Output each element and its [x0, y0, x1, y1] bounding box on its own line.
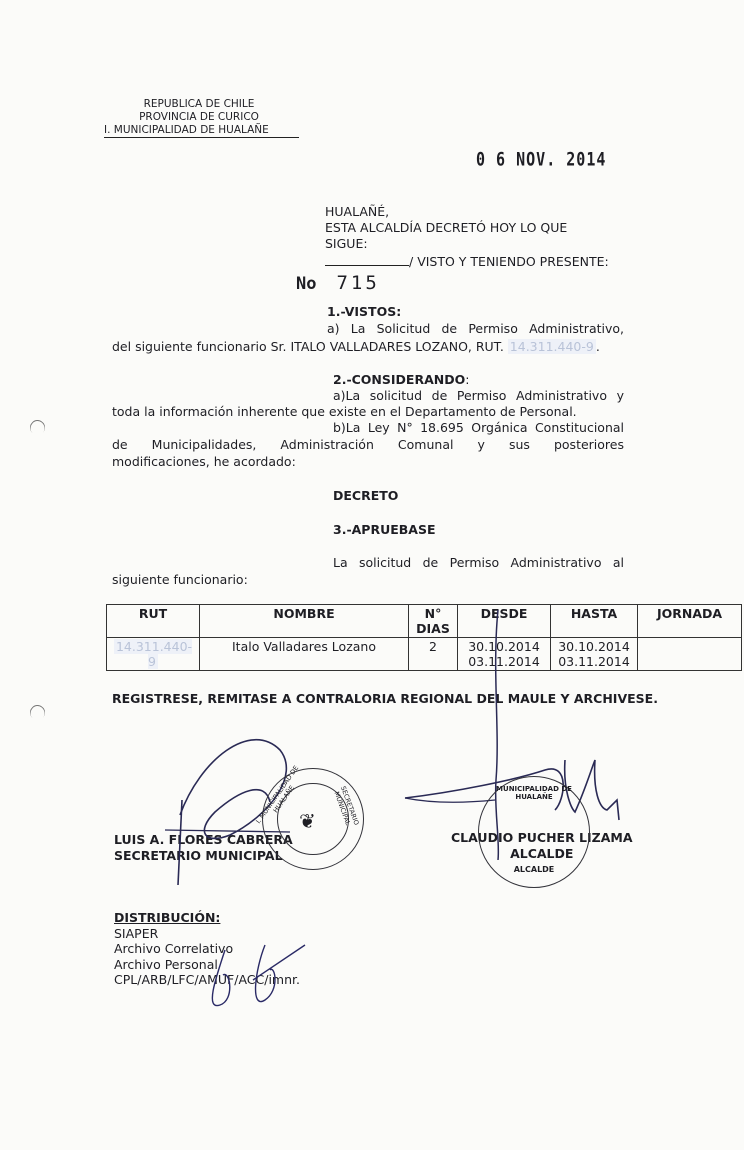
eagle-emblem-icon: ❦	[299, 809, 316, 833]
left-signatory-name: LUIS A. FLORES CABRERA	[114, 832, 293, 847]
intro-line-2: ESTA ALCALDÍA DECRETÓ HOY LO QUE	[325, 220, 568, 235]
registrese-line: REGISTRESE, REMITASE A CONTRALORIA REGIONAL DEL MAULE Y ARCHIVESE.	[112, 691, 658, 706]
redacted-rut: 14.311.440-9	[509, 339, 594, 354]
considerando-title: 2.-CONSIDERANDO:	[333, 372, 470, 387]
header-rut: RUT	[107, 605, 200, 638]
cell-desde: 30.10.2014 03.11.2014	[458, 638, 551, 671]
cell-rut: 14.311.440-9	[107, 638, 200, 671]
cell-dias: 2	[409, 638, 458, 671]
blank-line	[325, 255, 409, 266]
letterhead-line-1: REPUBLICA DE CHILE	[143, 98, 255, 110]
punch-hole-mark-bottom	[27, 702, 48, 723]
stamp-inner-text: SECRETARIO MUNICIPAL	[332, 785, 361, 827]
stamp-outer-text: I. MUNICIPALIDAD DE HUALAÑE	[254, 764, 301, 826]
table-row	[107, 638, 742, 671]
considerando-b-line-2: de Municipalidades, Administración Comunal y sus posteriores	[112, 437, 624, 452]
right-signatory-name: CLAUDIO PUCHER LIZAMA	[451, 830, 633, 845]
intro-line-1: HUALAÑÉ,	[325, 204, 390, 219]
vistos-a-line-1: a) La Solicitud de Permiso Administrativo,	[327, 321, 624, 336]
letterhead	[104, 98, 294, 138]
apruebase-line-1: La solicitud de Permiso Administrativo al	[333, 555, 624, 570]
apruebase-title: 3.-APRUEBASE	[333, 522, 436, 537]
apruebase-line-2: siguiente funcionario:	[112, 572, 248, 587]
header-dias: N° DIAS	[409, 605, 458, 638]
intro-block	[325, 204, 567, 252]
cell-jornada	[638, 638, 742, 671]
considerando-b-line-3: modificaciones, he acordado:	[112, 454, 296, 469]
vistos-a-text: del siguiente funcionario Sr. ITALO VALLADARES LOZANO, RUT.	[112, 339, 504, 354]
alcalde-stamp-inner-text: ALCALDE	[513, 865, 555, 874]
decree-number	[296, 272, 380, 294]
cell-nombre: Italo Valladares Lozano	[200, 638, 409, 671]
cell-hasta: 30.10.2014 03.11.2014	[551, 638, 638, 671]
considerando-a-line-1: a)La solicitud de Permiso Administrativo y	[333, 388, 624, 403]
letterhead-line-3: I. MUNICIPALIDAD DE HUALAÑE	[104, 124, 299, 138]
secretario-stamp	[254, 764, 364, 870]
decree-value: 715	[336, 272, 380, 294]
considerando-b-line-1: b)La Ley N° 18.695 Orgánica Constitucional	[333, 420, 624, 435]
vistos-title: 1.-VISTOS:	[327, 304, 402, 319]
distribucion-title: DISTRIBUCIÓN:	[114, 910, 221, 925]
initials-scribble	[195, 940, 315, 1020]
header-jornada: JORNADA	[638, 605, 742, 638]
permiso-table	[106, 604, 742, 671]
alcalde-stamp	[478, 776, 590, 888]
header-desde: DESDE	[458, 605, 551, 638]
alcalde-stamp-outer-text: MUNICIPALIDAD DE HUALAÑE	[496, 785, 572, 801]
punch-hole-mark-top	[27, 417, 48, 438]
date-stamp: 0 6 NOV. 2014	[476, 147, 607, 171]
distribucion-item-1: SIAPER	[114, 925, 159, 941]
distribucion-item-2: Archivo Correlativo	[114, 941, 234, 956]
distribucion-item-4: CPL/ARB/LFC/AMUF/ACC/imnr.	[114, 972, 300, 987]
visto-text: VISTO Y TENIENDO PRESENTE:	[417, 254, 609, 269]
intro-line-3: SIGUE:	[325, 236, 368, 251]
distribucion-item-3: Archivo Personal	[114, 956, 218, 972]
right-signatory-title: ALCALDE	[510, 846, 574, 861]
letterhead-line-2: PROVINCIA DE CURICO	[139, 111, 259, 123]
visto-line: / VISTO Y TENIENDO PRESENTE:	[325, 254, 609, 270]
header-nombre: NOMBRE	[200, 605, 409, 638]
vistos-a-line-2: del siguiente funcionario Sr. ITALO VALLADARES LOZANO, RUT. 14.311.440-9 .	[112, 339, 600, 354]
header-hasta: HASTA	[551, 605, 638, 638]
considerando-a-line-2: toda la información inherente que existe en el Departamento de Personal.	[112, 404, 577, 419]
left-signatory-title: SECRETARIO MUNICIPAL	[114, 848, 283, 863]
decree-prefix: No	[296, 274, 317, 294]
decreto-heading: DECRETO	[333, 488, 399, 503]
table-header-row	[107, 605, 742, 638]
